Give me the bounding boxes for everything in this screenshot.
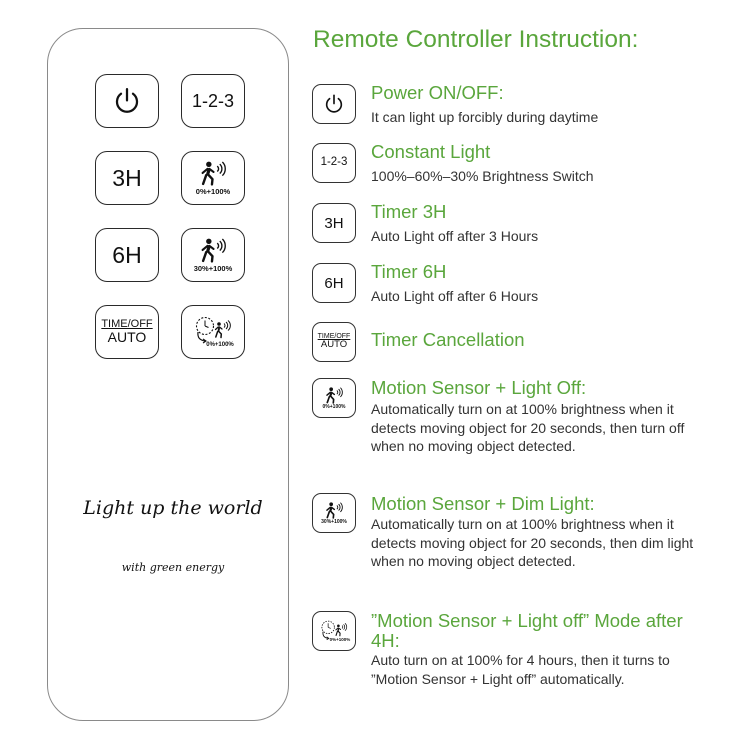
motion-light-off-icon-caption: 0%+100% bbox=[322, 403, 346, 410]
item-title: Timer 6H bbox=[371, 261, 447, 282]
motion-light-off-caption: 0%+100% bbox=[195, 186, 231, 196]
item-title: Motion Sensor + Light Off: bbox=[371, 377, 587, 398]
brightness-icon-label: 1-2-3 bbox=[320, 156, 348, 169]
motion-4h-caption: 0%+100% bbox=[206, 342, 234, 348]
page-title: Remote Controller Instruction: bbox=[313, 26, 639, 53]
timer-off-auto-button[interactable] bbox=[95, 305, 159, 359]
motion-4h-icon-caption: 0%+100% bbox=[329, 636, 351, 642]
motion-sensor-icon bbox=[197, 238, 229, 263]
motion-dim-icon-caption: 30%+100% bbox=[321, 518, 347, 525]
slogan-line-1: Light up the world bbox=[83, 497, 263, 519]
item-desc: Auto Light off after 6 Hours bbox=[371, 288, 539, 304]
item-title: Motion Sensor + Dim Light: bbox=[371, 493, 595, 514]
motion-4h-mode-button[interactable] bbox=[181, 305, 245, 359]
item-title: Power ON/OFF: bbox=[371, 82, 504, 103]
motion-4h-icon-badge bbox=[312, 611, 356, 651]
motion-light-off-icon-badge bbox=[312, 378, 356, 418]
brightness-icon-badge bbox=[312, 143, 356, 183]
motion-sensor-icon bbox=[197, 161, 229, 186]
timer-3h-icon-badge bbox=[312, 203, 356, 243]
auto-icon-label: AUTO bbox=[320, 339, 348, 351]
timer-off-icon-badge bbox=[312, 322, 356, 362]
item-title: ”Motion Sensor + Light off” Mode after 4H: bbox=[371, 610, 683, 651]
auto-label: AUTO bbox=[107, 328, 147, 345]
motion-light-off-button[interactable] bbox=[181, 151, 245, 205]
slogan-line-2: with green energy bbox=[121, 561, 225, 574]
timer-6h-label: 6H bbox=[112, 241, 142, 268]
timer-6h-icon-badge bbox=[312, 263, 356, 303]
power-icon-badge bbox=[312, 84, 356, 124]
item-desc: Automatically turn on at 100% brightness when it detects moving object for 20 seconds, then turn off when no moving object detected. bbox=[371, 401, 685, 454]
item-desc: It can light up forcibly during daytime bbox=[371, 109, 599, 125]
power-button[interactable] bbox=[95, 74, 159, 128]
remote-controller bbox=[47, 28, 289, 721]
timer-off-label: TIME/OFF bbox=[101, 317, 153, 330]
timer-3h-icon-label: 3H bbox=[324, 214, 344, 232]
timer-3h-button[interactable] bbox=[95, 151, 159, 205]
item-title: Constant Light bbox=[371, 141, 491, 162]
item-desc: Automatically turn on at 100% brightness when it detects moving object for 20 seconds, then dim light when no moving object detected. bbox=[371, 516, 694, 569]
power-icon bbox=[323, 93, 345, 115]
power-icon bbox=[112, 86, 142, 116]
item-desc: Auto turn on at 100% for 4 hours, then it turns to ”Motion Sensor + Light off” automatically. bbox=[371, 652, 670, 687]
motion-dim-caption: 30%+100% bbox=[193, 263, 233, 273]
motion-sensor-icon bbox=[323, 387, 345, 404]
timer-6h-button[interactable] bbox=[95, 228, 159, 282]
item-desc: Auto Light off after 3 Hours bbox=[371, 228, 539, 244]
item-title: Timer Cancellation bbox=[371, 329, 525, 350]
motion-dim-icon-badge bbox=[312, 493, 356, 533]
brightness-button-label: 1-2-3 bbox=[191, 91, 235, 111]
timer-off-icon-label: TIME/OFF bbox=[317, 333, 351, 341]
motion-dim-button[interactable] bbox=[181, 228, 245, 282]
item-title: Timer 3H bbox=[371, 201, 447, 222]
timer-6h-icon-label: 6H bbox=[324, 274, 344, 292]
motion-sensor-icon bbox=[323, 502, 345, 519]
timer-3h-label: 3H bbox=[112, 164, 142, 191]
item-desc: 100%–60%–30% Brightness Switch bbox=[371, 168, 594, 184]
brightness-button[interactable] bbox=[181, 74, 245, 128]
